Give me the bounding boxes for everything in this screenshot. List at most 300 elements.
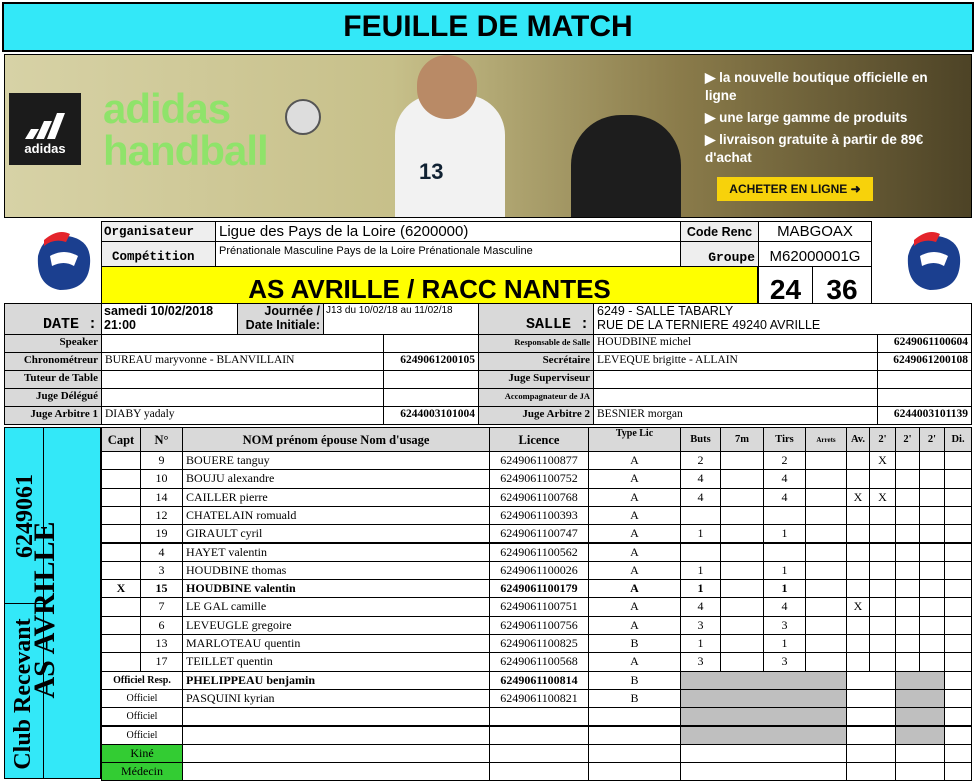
journee-value: J13 du 10/02/18 au 11/02/18: [323, 303, 479, 335]
staff-role: Officiel: [101, 689, 183, 708]
staff-di: [944, 671, 972, 690]
player-cell: 3: [140, 561, 183, 580]
official-left-label: Juge Délégué: [4, 388, 102, 407]
player-cell: 12: [140, 506, 183, 525]
official-left-name: [101, 370, 384, 389]
player-cell: [869, 543, 896, 562]
player-cell: [101, 524, 141, 543]
player-cell: [101, 469, 141, 488]
player-cell: 1: [680, 634, 721, 653]
player-cell: [805, 561, 847, 580]
ffhb-crest-right: [900, 226, 968, 294]
club-side-label: Club Recevant: [10, 618, 36, 770]
official-right-licence: 6249061100604: [877, 334, 972, 353]
player-cell: [846, 652, 870, 671]
player-cell: 6249061100768: [489, 488, 589, 507]
player-cell: [895, 616, 920, 635]
player-cell: [919, 451, 945, 470]
player-cell: [869, 597, 896, 616]
official-left-licence: [383, 334, 479, 353]
official-right-label: Responsable de Salle: [478, 334, 594, 353]
journee-label: Journée /: [264, 304, 320, 318]
cta-button[interactable]: ACHETER EN LIGNE ➜: [717, 177, 873, 201]
player-cell: 6249061100877: [489, 451, 589, 470]
player-cell: [720, 597, 764, 616]
player-cell: [846, 543, 870, 562]
staff-type: B: [588, 671, 681, 690]
player-cell: [720, 469, 764, 488]
player-cell: [895, 469, 920, 488]
player-cell: [919, 506, 945, 525]
player-cell: [720, 451, 764, 470]
player-cell: [895, 561, 920, 580]
code-renc-label: Code Renc: [680, 221, 759, 242]
player-cell: [720, 524, 764, 543]
official-right-name: [593, 388, 878, 407]
player-cell: [805, 543, 847, 562]
official-right-label: Juge Arbitre 2: [478, 406, 594, 425]
player-name: HOUDBINE valentin: [182, 579, 490, 598]
staff-av: [846, 689, 896, 708]
player-cell: 6249061100752: [489, 469, 589, 488]
official-left-licence: 6244003101004: [383, 406, 479, 425]
player-cell: 6249061100026: [489, 561, 589, 580]
official-left-licence: 6249061200105: [383, 352, 479, 371]
club-code: 6249061: [12, 474, 38, 558]
player-cell: [846, 616, 870, 635]
player-cell: [805, 634, 847, 653]
player-cell: A: [588, 524, 681, 543]
player-cell: [101, 561, 141, 580]
salle-label: SALLE :: [478, 303, 594, 335]
player-cell: [720, 616, 764, 635]
bullet-1: ▶ la nouvelle boutique officielle en ligne: [705, 70, 928, 103]
staff-av: [846, 707, 896, 726]
player-cell: [895, 597, 920, 616]
player-cell: [720, 561, 764, 580]
player-cell: [944, 616, 972, 635]
official-left-label: Tuteur de Table: [4, 370, 102, 389]
player-cell: A: [588, 488, 681, 507]
adidas-stripes-icon: [9, 99, 81, 147]
official-right-name: BESNIER morgan: [593, 406, 878, 425]
column-header: Licence: [489, 427, 589, 452]
staff-type: [588, 726, 681, 745]
player-cell: B: [588, 634, 681, 653]
official-left-label: Speaker: [4, 334, 102, 353]
player-cell: [869, 561, 896, 580]
player-name: BOUJU alexandre: [182, 469, 490, 488]
official-left-name: [101, 334, 384, 353]
player-cell: [805, 616, 847, 635]
player-cell: 6249061100393: [489, 506, 589, 525]
player-cell: 17: [140, 652, 183, 671]
player-cell: [944, 597, 972, 616]
column-header: 2': [919, 427, 945, 452]
player-cell: 1: [763, 634, 806, 653]
staff-av: [846, 762, 896, 781]
player-cell: X: [869, 451, 896, 470]
column-header: Tirs: [763, 427, 806, 452]
staff-stats-area: [680, 726, 847, 745]
player-cell: [101, 506, 141, 525]
player-cell: 6249061100179: [489, 579, 589, 598]
player-cell: 6249061100568: [489, 652, 589, 671]
player-cell: [805, 488, 847, 507]
player-cell: [944, 579, 972, 598]
player-cell: [895, 543, 920, 562]
player-cell: [944, 451, 972, 470]
date-label: DATE :: [4, 303, 102, 335]
staff-stats-area: [680, 671, 847, 690]
adidas-logo-box: [9, 93, 81, 165]
staff-stats-area: [680, 744, 847, 763]
player-cell: 7: [140, 597, 183, 616]
rooster-logo-icon: [900, 226, 968, 294]
player-cell: [895, 579, 920, 598]
player-cell: [805, 469, 847, 488]
player-cell: 13: [140, 634, 183, 653]
official-right-label: Secrétaire: [478, 352, 594, 371]
salle-line-1: 6249 - SALLE TABARLY: [597, 304, 734, 318]
player-cell: [895, 524, 920, 543]
brand-line-1: adidas: [103, 85, 231, 132]
player-cell: 19: [140, 524, 183, 543]
player-cell: A: [588, 561, 681, 580]
column-header: N°: [140, 427, 183, 452]
player-cell: 6249061100562: [489, 543, 589, 562]
brand-line-2: handball: [103, 127, 268, 174]
teams-banner: AS AVRILLE / RACC NANTES: [101, 266, 758, 304]
staff-susp: [895, 689, 945, 708]
official-right-name: LEVEQUE brigitte - ALLAIN: [593, 352, 878, 371]
player-cell: 4: [140, 543, 183, 562]
rooster-logo-icon: [30, 226, 98, 294]
player-cell: [101, 652, 141, 671]
organisateur-value: Ligue des Pays de la Loire (6200000): [215, 221, 681, 242]
player-cell: [944, 524, 972, 543]
staff-type: B: [588, 689, 681, 708]
player-cell: [763, 543, 806, 562]
club-name: AS AVRILLE: [28, 521, 61, 699]
staff-role: Officiel: [101, 726, 183, 745]
player-cell: [869, 469, 896, 488]
player-name: CHATELAIN romuald: [182, 506, 490, 525]
player-cell: 10: [140, 469, 183, 488]
organisateur-label: Organisateur: [101, 221, 216, 242]
player-cell: A: [588, 616, 681, 635]
player-cell: A: [588, 543, 681, 562]
column-header: 2': [869, 427, 896, 452]
player-cell: [944, 561, 972, 580]
player-cell: [720, 634, 764, 653]
player-cell: [869, 506, 896, 525]
player-cell: [846, 579, 870, 598]
staff-stats-area: [680, 707, 847, 726]
staff-susp: [895, 762, 945, 781]
player-cell: A: [588, 597, 681, 616]
page-title: FEUILLE DE MATCH: [343, 10, 633, 43]
official-left-licence: [383, 370, 479, 389]
player-cell: 4: [680, 488, 721, 507]
player-cell: 1: [763, 561, 806, 580]
jersey-number: 13: [419, 159, 444, 184]
player-name: BOUERE tanguy: [182, 451, 490, 470]
player-cell: [944, 634, 972, 653]
staff-type: [588, 744, 681, 763]
player-cell: [869, 616, 896, 635]
column-header: NOM prénom épouse Nom d'usage: [182, 427, 490, 452]
player-cell: [805, 506, 847, 525]
player-cell: [919, 579, 945, 598]
date-cell: [101, 303, 238, 335]
official-right-label: Accompagnateur de JA: [478, 388, 594, 407]
staff-di: [944, 689, 972, 708]
player-cell: A: [588, 652, 681, 671]
handball-ball: [285, 99, 321, 135]
player-cell: 2: [680, 451, 721, 470]
player-cell: [101, 616, 141, 635]
player-cell: [869, 634, 896, 653]
code-renc-value: MABGOAX: [758, 221, 872, 242]
staff-role: Médecin: [101, 762, 183, 781]
staff-role: Officiel Resp.: [101, 671, 183, 690]
player-cell: [805, 451, 847, 470]
player-name: LEVEUGLE gregoire: [182, 616, 490, 635]
player-cell: 1: [680, 561, 721, 580]
column-header: Type Lic: [588, 427, 681, 452]
player-cell: [720, 579, 764, 598]
staff-di: [944, 762, 972, 781]
player-cell: 15: [140, 579, 183, 598]
player-cell: [846, 506, 870, 525]
player-cell: 4: [763, 597, 806, 616]
player-cell: [680, 506, 721, 525]
player-name: HOUDBINE thomas: [182, 561, 490, 580]
player-cell: [846, 469, 870, 488]
player-name: CAILLER pierre: [182, 488, 490, 507]
player-cell: X: [869, 488, 896, 507]
player-cell: 9: [140, 451, 183, 470]
bullet-2: ▶ une large gamme de produits: [705, 110, 908, 125]
staff-name: [182, 707, 490, 726]
salle-line-2: RUE DE LA TERNIERE 49240 AVRILLE: [597, 318, 821, 332]
official-left-label: Juge Arbitre 1: [4, 406, 102, 425]
player-cell: [869, 524, 896, 543]
official-right-name: HOUDBINE michel: [593, 334, 878, 353]
player-cell: [720, 543, 764, 562]
player-cell: 6249061100756: [489, 616, 589, 635]
official-left-label: Chronométreur: [4, 352, 102, 371]
arrow-circle-icon: ➜: [850, 182, 861, 196]
official-left-licence: [383, 388, 479, 407]
staff-licence: [489, 726, 589, 745]
official-right-label: Juge Superviseur: [478, 370, 594, 389]
player-name: HAYET valentin: [182, 543, 490, 562]
player-cell: 6: [140, 616, 183, 635]
staff-name: [182, 726, 490, 745]
player-cell: 3: [763, 616, 806, 635]
official-right-licence: 6244003101139: [877, 406, 972, 425]
player-cell: [720, 652, 764, 671]
bullet-3: ▶ livraison gratuite à partir de 89€ d'achat: [705, 132, 924, 165]
column-header: 7m: [720, 427, 764, 452]
score-home: 24: [758, 266, 813, 304]
staff-di: [944, 744, 972, 763]
player-cell: [919, 488, 945, 507]
player-cell: [805, 597, 847, 616]
banner-bullets: [705, 69, 945, 167]
column-header: Capt: [101, 427, 141, 452]
player-cell: [919, 597, 945, 616]
player-cell: [895, 451, 920, 470]
player-cell: 6249061100751: [489, 597, 589, 616]
staff-av: [846, 744, 896, 763]
player-cell: 3: [680, 652, 721, 671]
official-left-name: [101, 388, 384, 407]
staff-licence: [489, 762, 589, 781]
date-initiale-label: Date Initiale:: [245, 318, 320, 332]
staff-name: PHELIPPEAU benjamin: [182, 671, 490, 690]
date-value: samedi 10/02/2018: [104, 304, 214, 318]
player-cell: [944, 488, 972, 507]
player-cell: [919, 469, 945, 488]
player-cell: 6249061100825: [489, 634, 589, 653]
staff-licence: [489, 707, 589, 726]
staff-licence: 6249061100814: [489, 671, 589, 690]
player-cell: X: [846, 488, 870, 507]
player-cell: 1: [763, 524, 806, 543]
journee-label-cell: [237, 303, 324, 335]
player-black-figure: [571, 115, 681, 218]
player-cell: 4: [680, 597, 721, 616]
player-cell: [720, 488, 764, 507]
official-right-licence: [877, 388, 972, 407]
player-cell: [101, 543, 141, 562]
player-cell: [680, 543, 721, 562]
staff-susp: [895, 707, 945, 726]
player-cell: [919, 616, 945, 635]
player-cell: [101, 634, 141, 653]
title-bar: [2, 2, 974, 52]
staff-name: [182, 762, 490, 781]
official-left-name: DIABY yadaly: [101, 406, 384, 425]
player-cell: [919, 543, 945, 562]
player-cell: [101, 597, 141, 616]
staff-type: [588, 762, 681, 781]
player-cell: [805, 524, 847, 543]
staff-name: PASQUINI kyrian: [182, 689, 490, 708]
player-cell: [944, 469, 972, 488]
player-head: [417, 55, 477, 119]
player-cell: X: [846, 597, 870, 616]
column-header: Av.: [846, 427, 870, 452]
player-cell: 1: [763, 579, 806, 598]
official-right-name: [593, 370, 878, 389]
player-cell: [101, 451, 141, 470]
player-cell: [846, 561, 870, 580]
player-cell: [763, 506, 806, 525]
player-name: GIRAULT cyril: [182, 524, 490, 543]
salle-cell: [593, 303, 972, 335]
groupe-value: M62000001G: [758, 241, 872, 267]
staff-role: Officiel: [101, 707, 183, 726]
score-away: 36: [812, 266, 872, 304]
player-cell: A: [588, 506, 681, 525]
column-header: Buts: [680, 427, 721, 452]
competition-value: Prénationale Masculine Pays de la Loire Prénationale Masculine: [215, 241, 681, 267]
competition-label: Compétition: [101, 241, 216, 267]
player-cell: [919, 561, 945, 580]
official-right-licence: [877, 370, 972, 389]
player-cell: [944, 543, 972, 562]
player-cell: [944, 506, 972, 525]
player-cell: [846, 451, 870, 470]
player-cell: A: [588, 451, 681, 470]
player-cell: 14: [140, 488, 183, 507]
column-header: Di.: [944, 427, 972, 452]
player-cell: [895, 488, 920, 507]
column-header: Arrets: [805, 427, 847, 452]
adidas-logo-text: adidas: [24, 141, 66, 156]
player-cell: 3: [763, 652, 806, 671]
player-cell: [919, 652, 945, 671]
player-cell: [919, 524, 945, 543]
player-cell: [919, 634, 945, 653]
player-cell: [846, 634, 870, 653]
player-cell: 4: [763, 488, 806, 507]
adidas-banner[interactable]: [4, 54, 972, 218]
player-cell: [944, 652, 972, 671]
club-side-panel: [4, 427, 101, 779]
player-cell: [805, 579, 847, 598]
player-cell: [895, 506, 920, 525]
player-cell: [720, 506, 764, 525]
groupe-label: Groupe: [680, 241, 759, 267]
staff-av: [846, 726, 896, 745]
player-cell: 1: [680, 579, 721, 598]
player-cell: [895, 634, 920, 653]
player-cell: 1: [680, 524, 721, 543]
player-cell: [869, 579, 896, 598]
staff-av: [846, 671, 896, 690]
column-header: 2': [895, 427, 920, 452]
player-name: TEILLET quentin: [182, 652, 490, 671]
staff-susp: [895, 744, 945, 763]
official-left-name: BUREAU maryvonne - BLANVILLAIN: [101, 352, 384, 371]
player-cell: 4: [763, 469, 806, 488]
staff-susp: [895, 671, 945, 690]
staff-stats-area: [680, 762, 847, 781]
player-cell: A: [588, 579, 681, 598]
player-cell: [805, 652, 847, 671]
player-name: LE GAL camille: [182, 597, 490, 616]
time-value: 21:00: [104, 318, 136, 332]
player-cell: 2: [763, 451, 806, 470]
official-right-licence: 6249061200108: [877, 352, 972, 371]
staff-di: [944, 726, 972, 745]
player-cell: 3: [680, 616, 721, 635]
staff-role: Kiné: [101, 744, 183, 763]
player-cell: [101, 488, 141, 507]
staff-name: [182, 744, 490, 763]
player-cell: 6249061100747: [489, 524, 589, 543]
staff-di: [944, 707, 972, 726]
staff-licence: 6249061100821: [489, 689, 589, 708]
player-cell: A: [588, 469, 681, 488]
staff-type: [588, 707, 681, 726]
staff-susp: [895, 726, 945, 745]
